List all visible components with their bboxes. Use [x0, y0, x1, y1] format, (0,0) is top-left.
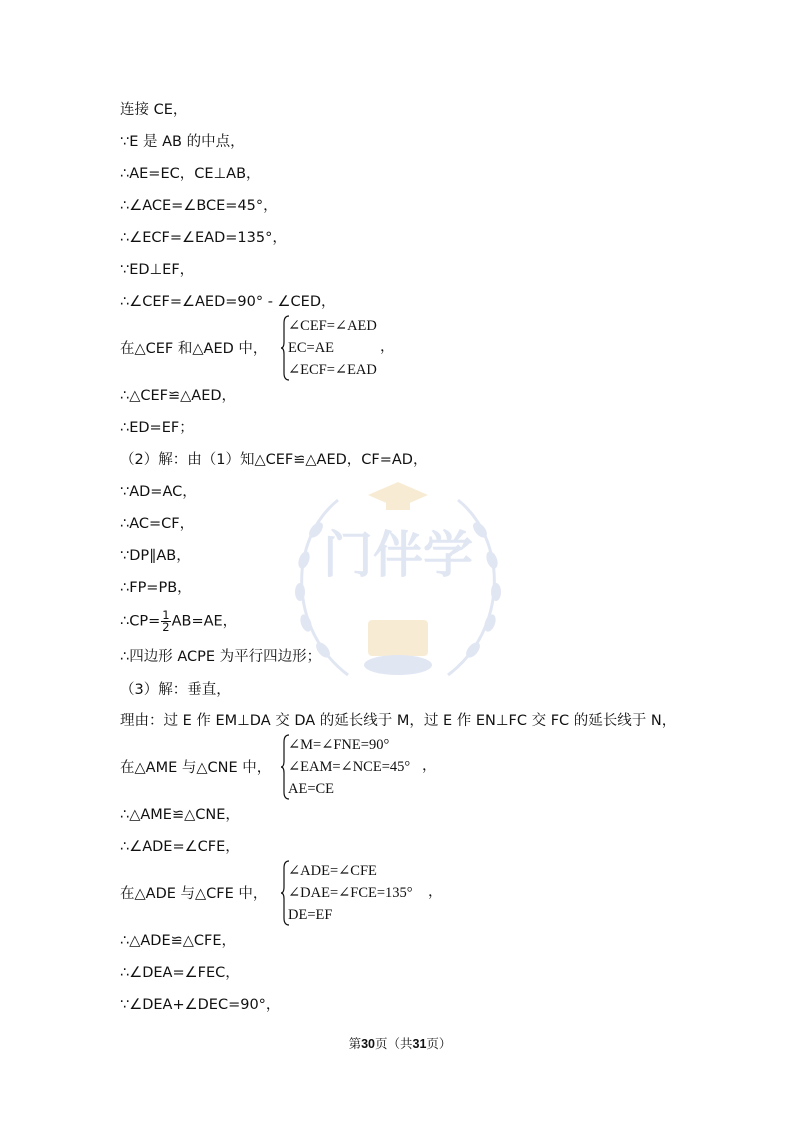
equation-row: ∠M=∠FNE=90° — [288, 737, 390, 753]
text-line: 连接 CE， — [120, 102, 188, 118]
footer-prefix: 第 — [348, 1036, 362, 1051]
text-line: ∵DP∥AB， — [120, 548, 191, 564]
equation-row: AE=CE — [288, 781, 335, 797]
system-end: ， — [380, 339, 395, 355]
equation-system-1 — [120, 315, 560, 383]
fraction-line — [120, 610, 237, 633]
text-line: ∴∠ACE=∠BCE=45°， — [120, 198, 278, 214]
footer-page-number: 30 — [361, 1037, 375, 1051]
text-segment: AB=AE， — [171, 613, 238, 630]
system-end: ， — [428, 884, 443, 900]
system-rows — [288, 315, 377, 381]
text-line: ∴∠ADE=∠CFE， — [120, 839, 240, 855]
text-line: ∴四边形 ACPE 为平行四边形； — [120, 649, 322, 665]
equation-system-3 — [120, 860, 560, 928]
system-end: ， — [422, 758, 437, 774]
system-rows — [288, 860, 413, 926]
equation-row: ∠ECF=∠EAD — [288, 362, 377, 378]
text-line: ∴ED=EF； — [120, 420, 194, 436]
footer-page-total: 31 — [412, 1037, 427, 1051]
text-line: ∵E 是 AB 的中点， — [120, 134, 245, 150]
text-line: （2）解：由（1）知△CEF≌△AED，CF=AD， — [120, 452, 428, 468]
text-line: ∴FP=PB， — [120, 580, 192, 596]
text-line: ∴AC=CF， — [120, 516, 195, 532]
text-line: （3）解：垂直， — [120, 682, 231, 698]
text-line: ∴AE=EC，CE⊥AB， — [120, 166, 261, 182]
system-label: 在△ADE 与△CFE 中， — [120, 886, 268, 902]
text-line: 理由：过 E 作 EM⊥DA 交 DA 的延长线于 M，过 E 作 EN⊥FC 交 FC 的延长线于 N， — [120, 713, 677, 729]
equation-row: ∠DAE=∠FCE=135° — [288, 885, 413, 901]
fraction — [161, 610, 170, 633]
text-line: ∵∠DEA+∠DEC=90°， — [120, 997, 281, 1013]
text-line: ∵AD=AC， — [120, 484, 197, 500]
system-rows — [288, 734, 410, 800]
text-line: ∴∠CEF=∠AED=90° - ∠CED， — [120, 294, 336, 310]
text-line: ∴△CEF≌△AED， — [120, 388, 237, 404]
system-label: 在△AME 与△CNE 中， — [120, 760, 272, 776]
footer-suffix: 页） — [426, 1036, 452, 1051]
watermark-text: 门伴学 — [323, 526, 473, 584]
equation-row: EC=AE — [288, 340, 335, 356]
equation-row: DE=EF — [288, 907, 333, 923]
text-line: ∴△AME≌△CNE， — [120, 807, 240, 823]
page-footer — [0, 1034, 800, 1052]
fraction-denominator: 2 — [162, 620, 170, 634]
fraction-numerator: 1 — [162, 608, 170, 622]
equation-row: ∠ADE=∠CFE — [288, 863, 377, 879]
text-line: ∴∠DEA=∠FEC， — [120, 965, 240, 981]
equation-system-2 — [120, 734, 560, 802]
system-label: 在△CEF 和△AED 中， — [120, 341, 268, 357]
footer-middle: 页（共 — [374, 1036, 413, 1051]
text-line: ∴△ADE≌△CFE， — [120, 933, 237, 949]
text-segment: ∴CP= — [120, 613, 161, 630]
equation-row: ∠CEF=∠AED — [288, 318, 377, 334]
text-line: ∴∠ECF=∠EAD=135°， — [120, 230, 287, 246]
text-line: ∵ED⊥EF， — [120, 262, 195, 278]
equation-row: ∠EAM=∠NCE=45° — [288, 759, 411, 775]
